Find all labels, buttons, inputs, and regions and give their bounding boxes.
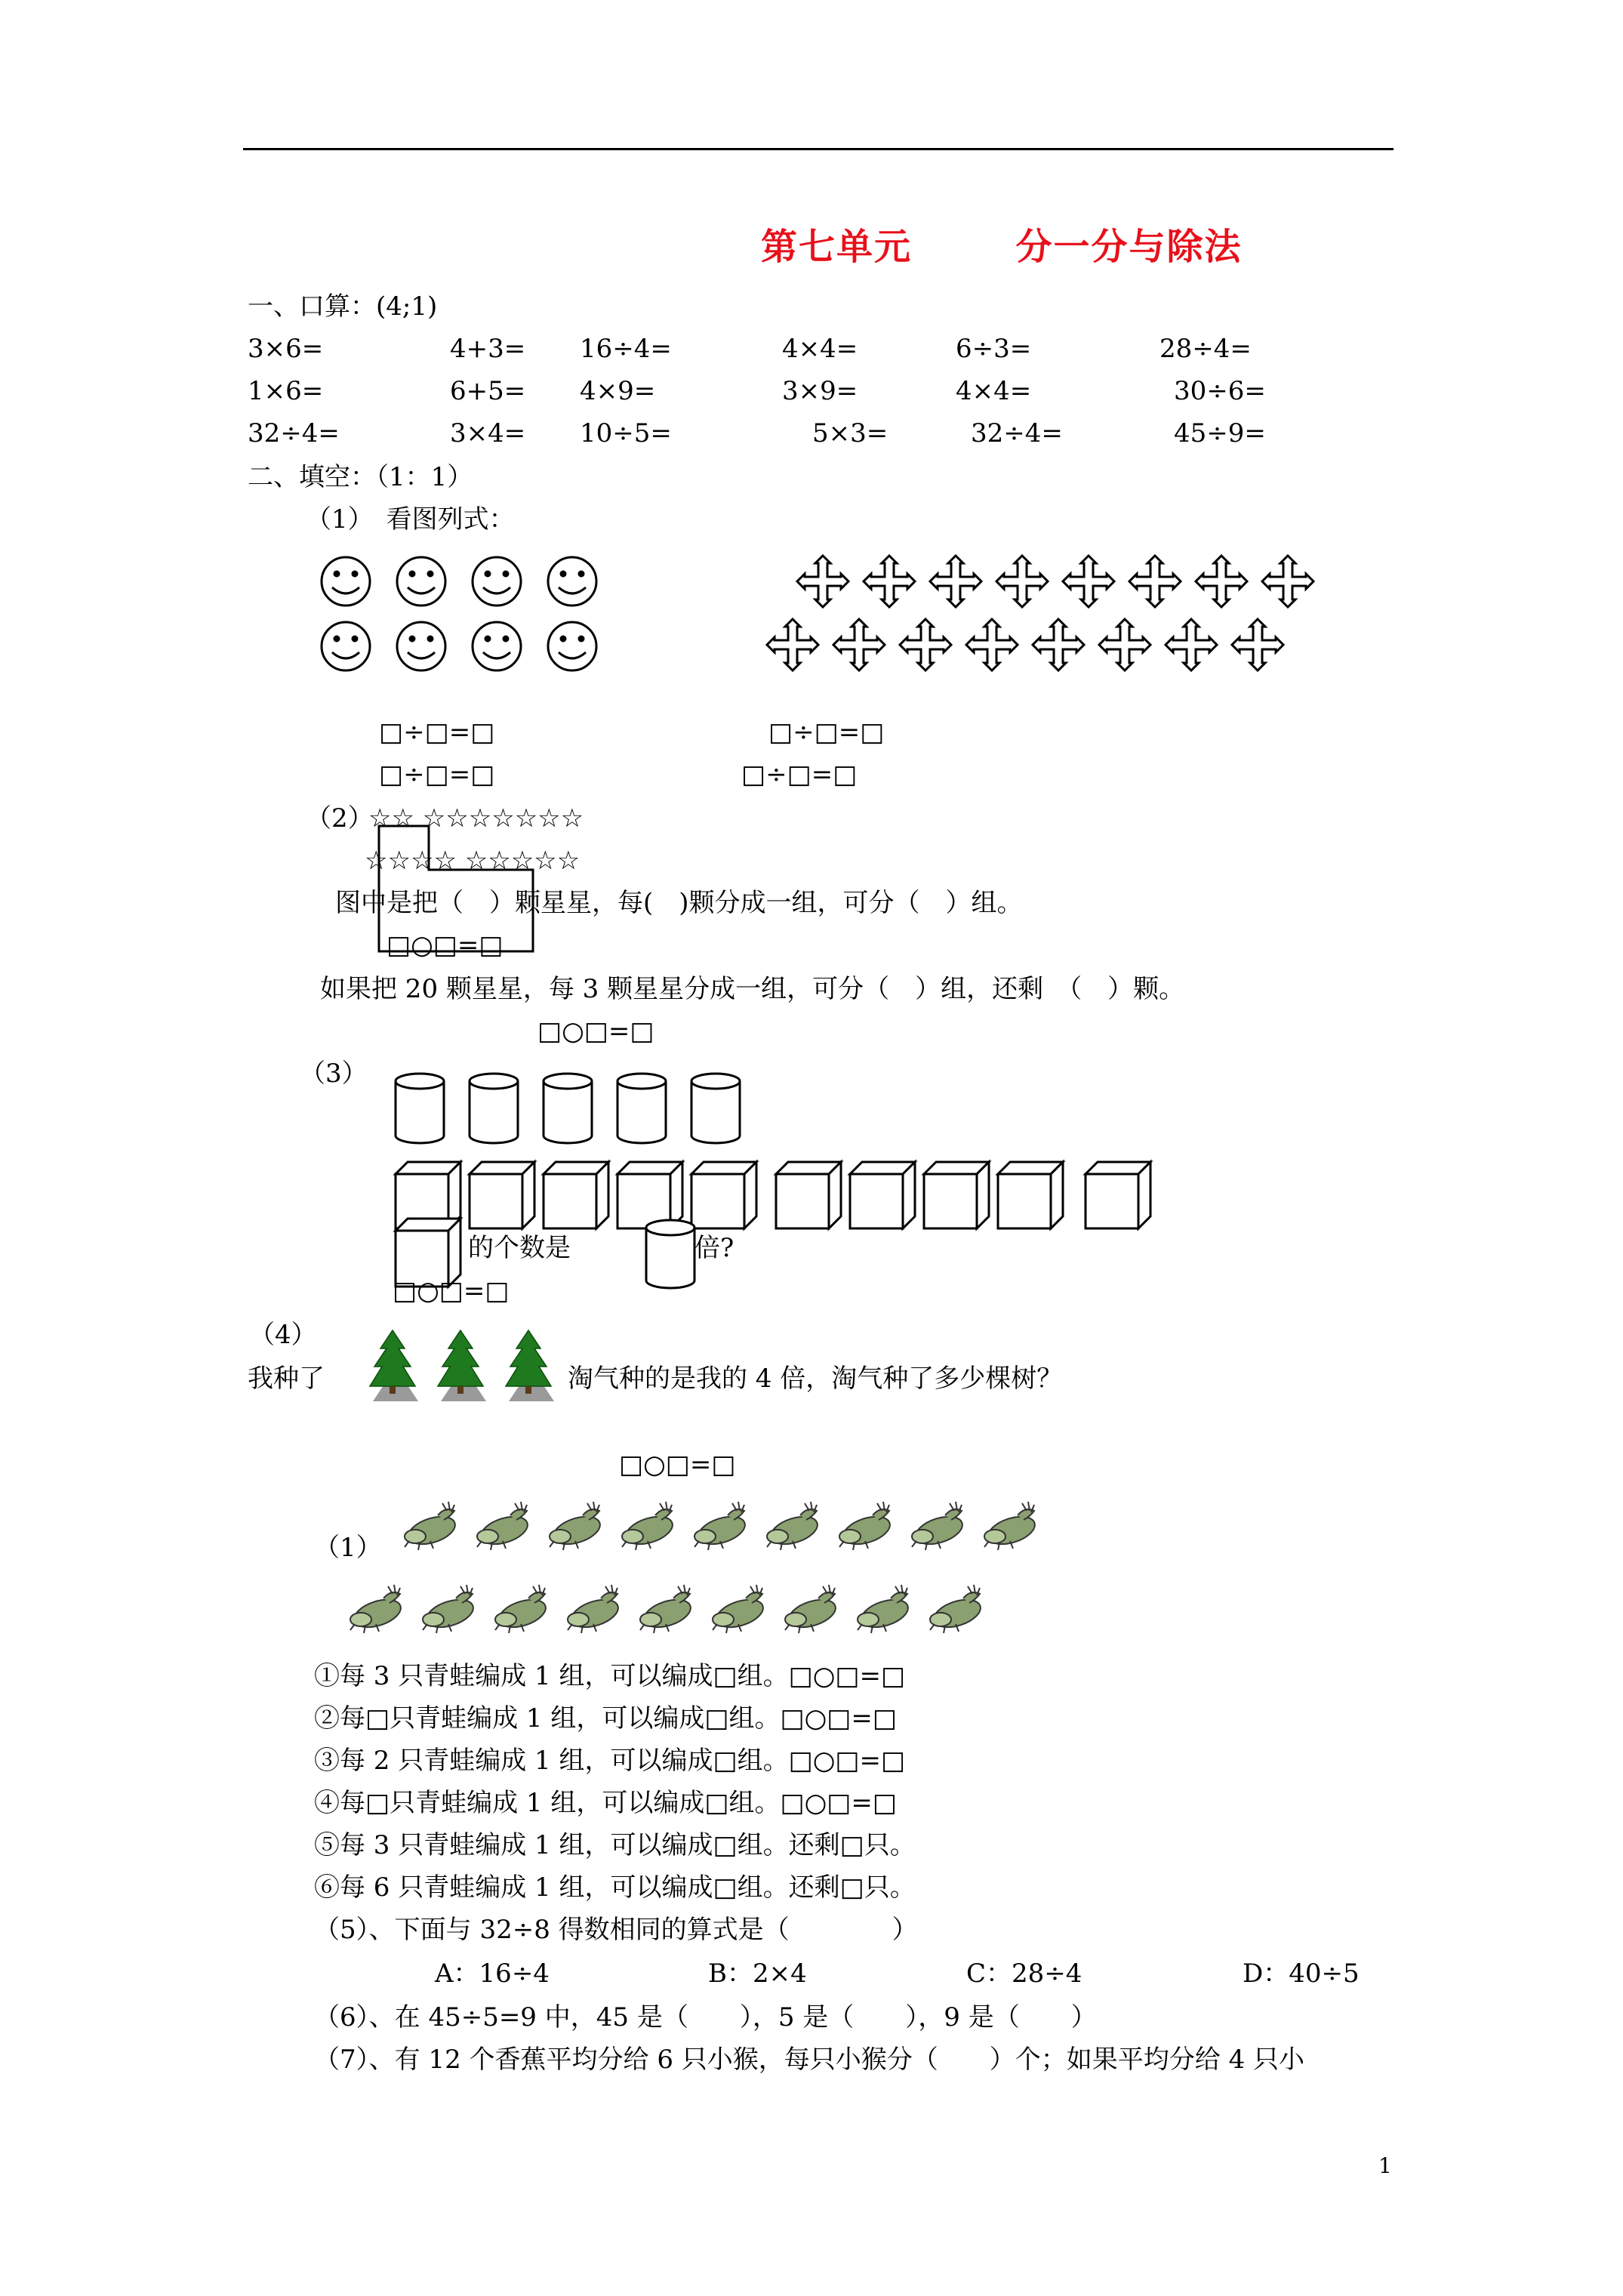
page-number: 1 <box>1378 2153 1392 2178</box>
arith-cell: 4×4= <box>956 376 1032 406</box>
arith-cell: 10÷5= <box>580 418 672 448</box>
frog-question: ④每□只青蛙编成 1 组，可以编成□组。□○□=□ <box>314 1788 898 1818</box>
frog-icon <box>350 1585 404 1633</box>
cube-icon <box>924 1162 989 1228</box>
frogs <box>340 1499 1049 1650</box>
arith-cell: 32÷4= <box>248 418 340 448</box>
cross-icon <box>1063 556 1114 607</box>
section1-heading: 一、口算：(4;1) <box>248 291 438 322</box>
arith-cell: 6+5= <box>450 376 526 406</box>
smiley-icon <box>473 557 521 606</box>
arith-cell: 5×3= <box>812 418 888 448</box>
arith-cell: 3×9= <box>782 376 858 406</box>
frog-icon <box>984 1502 1038 1550</box>
frog-icon <box>785 1585 839 1633</box>
q5-option-c: C：28÷4 <box>966 1959 1083 1989</box>
cylinder-icon <box>646 1220 694 1288</box>
cross-icon <box>930 556 981 607</box>
smiley-icon <box>322 557 370 606</box>
q6-text: （6）、在 45÷5=9 中，45 是（ ），5 是（ ），9 是（ ） <box>314 2002 1097 2032</box>
cylinder-icon <box>396 1074 444 1143</box>
q1-eq-left-1: □÷□=□ <box>379 717 495 747</box>
cross-icon <box>996 556 1048 607</box>
cross-icon <box>1099 619 1150 670</box>
q2-stars-row2: ☆☆☆☆ ☆☆☆☆☆ <box>365 846 581 876</box>
q5-option-a: A：16÷4 <box>435 1959 550 1989</box>
smiley-icon <box>397 557 445 606</box>
frog-icon <box>930 1585 984 1633</box>
q3-label: （3） <box>300 1059 368 1089</box>
q4-text-a: 我种了 <box>248 1364 325 1394</box>
arith-cell: 3×6= <box>248 334 324 364</box>
frog-icon <box>622 1502 676 1550</box>
cross-icon <box>1129 556 1181 607</box>
cube-icon <box>998 1162 1063 1228</box>
q2-label: （2） <box>306 803 374 834</box>
q2-eq1: □○□=□ <box>387 930 504 960</box>
smiley-icon <box>397 622 445 670</box>
arith-cell: 16÷4= <box>580 334 672 364</box>
tree-icon <box>506 1330 554 1401</box>
q7-text: （7）、有 12 个香蕉平均分给 6 只小猴，每只小猴分（ ）个；如果平均分给 4 只小 <box>314 2045 1305 2075</box>
section2-heading: 二、填空：（1：1） <box>248 462 473 492</box>
smiley-faces <box>310 551 611 680</box>
frog-icon <box>713 1585 766 1633</box>
frog-icon <box>858 1585 911 1633</box>
q5-option-d: D：40÷5 <box>1243 1959 1360 1989</box>
arith-cell: 6÷3= <box>956 334 1032 364</box>
cross-icon <box>1262 556 1313 607</box>
arith-cell: 4+3= <box>450 334 526 364</box>
cross-shapes <box>762 551 1321 672</box>
arith-cell: 30÷6= <box>1174 376 1266 406</box>
smiley-icon <box>322 622 370 670</box>
cross-icon <box>767 619 818 670</box>
frog-icon <box>694 1502 748 1550</box>
arith-cell: 3×4= <box>450 418 526 448</box>
cube-icon <box>776 1162 841 1228</box>
q2-eq2: □○□=□ <box>537 1016 654 1046</box>
frog-icon <box>423 1585 476 1633</box>
cross-icon <box>1166 619 1217 670</box>
q5-option-b: B：2×4 <box>708 1959 807 1989</box>
frog-question: ②每□只青蛙编成 1 组，可以编成□组。□○□=□ <box>314 1703 898 1734</box>
q3-text-a: 的个数是 <box>468 1233 571 1263</box>
q4-label: （4） <box>249 1320 317 1350</box>
cross-icon <box>797 556 848 607</box>
frog-question: ⑤每 3 只青蛙编成 1 组，可以编成□组。还剩□只。 <box>314 1830 916 1860</box>
trees <box>362 1329 581 1404</box>
tree-icon <box>438 1330 486 1401</box>
frog-icon <box>839 1502 893 1550</box>
q1-eq-left-2: □÷□=□ <box>379 760 495 790</box>
cross-icon <box>900 619 951 670</box>
frogs-label: （1） <box>314 1533 382 1563</box>
cylinder-icon <box>544 1074 592 1143</box>
q3-eq: □○□=□ <box>393 1276 510 1306</box>
smiley-icon <box>473 622 521 670</box>
cross-icon <box>864 556 915 607</box>
cylinders <box>393 1072 755 1148</box>
frog-icon <box>912 1502 965 1550</box>
q2-text2: 如果把 20 颗星星，每 3 颗星星分成一组，可分（ ）组，还剩 （ ）颗。 <box>320 974 1185 1004</box>
arith-cell: 45÷9= <box>1174 418 1266 448</box>
cube-icon <box>850 1162 915 1228</box>
arith-cell: 4×4= <box>782 334 858 364</box>
tree-icon <box>370 1330 418 1401</box>
frog-icon <box>640 1585 694 1633</box>
arith-cell: 4×9= <box>580 376 656 406</box>
q5-text: （5）、下面与 32÷8 得数相同的算式是（ ） <box>314 1915 918 1945</box>
frog-question: ①每 3 只青蛙编成 1 组，可以编成□组。□○□=□ <box>314 1661 906 1691</box>
cube-icon <box>1086 1162 1150 1228</box>
q1-eq-right-1: □÷□=□ <box>768 717 885 747</box>
cross-icon <box>966 619 1018 670</box>
q2-stars-row1: ☆☆ ☆☆☆☆☆☆☆ <box>368 803 584 834</box>
q4-text-b: 淘气种的是我的 4 倍，淘气种了多少棵树？ <box>568 1364 1063 1394</box>
frog-icon <box>568 1585 621 1633</box>
cross-icon <box>1196 556 1247 607</box>
arith-cell: 28÷4= <box>1160 334 1252 364</box>
frog-question: ⑥每 6 只青蛙编成 1 组，可以编成□组。还剩□只。 <box>314 1872 916 1903</box>
arith-cell: 32÷4= <box>971 418 1063 448</box>
q1-eq-right-2: □÷□=□ <box>741 760 858 790</box>
unit-title-part2: 分一分与除法 <box>1015 226 1243 268</box>
unit-title <box>761 217 1242 270</box>
cross-icon <box>1232 619 1283 670</box>
smiley-icon <box>548 622 596 670</box>
smiley-icon <box>548 557 596 606</box>
cylinder-icon <box>617 1074 666 1143</box>
q3-text-b: 倍? <box>694 1233 735 1263</box>
cylinder-icon <box>691 1074 740 1143</box>
header-rule <box>243 148 1394 150</box>
q4-eq: □○□=□ <box>619 1450 736 1480</box>
arith-cell: 1×6= <box>248 376 324 406</box>
frog-icon <box>550 1502 603 1550</box>
frog-icon <box>405 1502 458 1550</box>
q1-label: （1） 看图列式： <box>306 504 515 535</box>
frog-question: ③每 2 只青蛙编成 1 组，可以编成□组。□○□=□ <box>314 1746 906 1776</box>
frog-icon <box>495 1585 549 1633</box>
frog-icon <box>477 1502 531 1550</box>
cylinder-icon <box>470 1074 518 1143</box>
cross-icon <box>833 619 885 670</box>
q2-text1: 图中是把（ ）颗星星，每( )颗分成一组，可分（ ）组。 <box>335 888 1023 918</box>
unit-title-part1: 第七单元 <box>761 226 913 268</box>
cross-icon <box>1033 619 1084 670</box>
frog-icon <box>767 1502 821 1550</box>
